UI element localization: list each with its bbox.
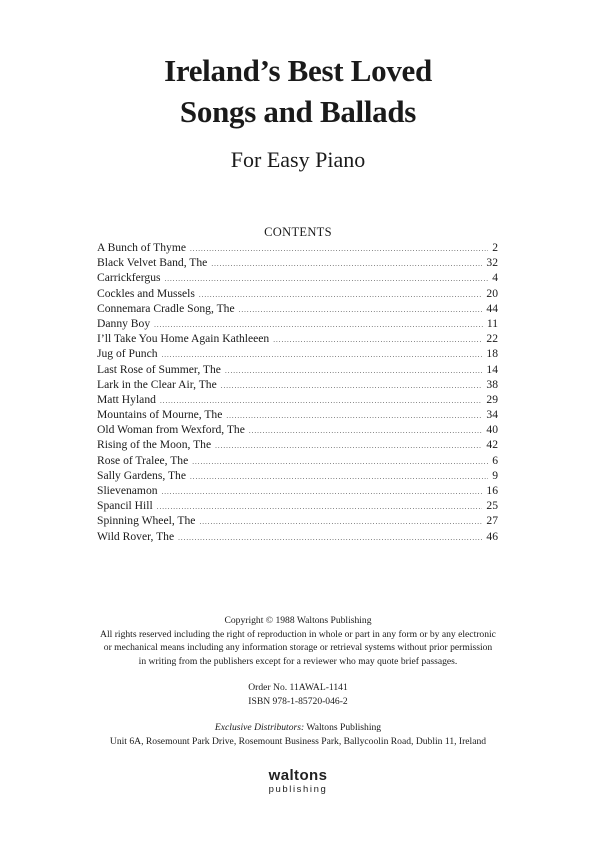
toc-entry: [97, 377, 498, 392]
toc-dot-leader: [221, 379, 483, 394]
publisher-logo: [0, 767, 596, 796]
rights-line-3: in writing from the publishers except for a reviewer who may quote brief passages.: [138, 655, 458, 667]
toc-entry-title: Spinning Wheel, The: [97, 514, 196, 528]
toc-entry: [97, 270, 498, 285]
toc-entry-title: Black Velvet Band, The: [97, 256, 208, 270]
toc-entry: [97, 286, 498, 301]
toc-entry-page: 42: [486, 438, 498, 452]
toc-entry-page: 32: [486, 256, 498, 270]
copyright-line: Copyright © 1988 Waltons Publishing: [224, 615, 372, 626]
order-info: [0, 681, 596, 708]
distributor-label: Exclusive Distributors:: [214, 722, 305, 733]
toc-entry-title: Matt Hyland: [97, 392, 156, 406]
book-title-line-2: Songs and Ballads: [179, 94, 417, 129]
toc-dot-leader: [190, 470, 488, 485]
toc-entry-title: Last Rose of Summer, The: [97, 362, 221, 376]
toc-entry-page: 16: [486, 484, 498, 497]
toc-dot-leader: [165, 272, 489, 287]
toc-dot-leader: [190, 242, 488, 257]
toc-entry: [97, 437, 498, 452]
toc-entry-page: 46: [486, 529, 498, 543]
toc-entry-page: 44: [486, 301, 498, 315]
logo-wordmark: waltons: [268, 767, 328, 784]
toc-entry-title: Wild Rover, The: [97, 529, 175, 543]
toc-entry: [97, 331, 498, 346]
toc-entry-page: 40: [486, 423, 498, 437]
distributor-line: [0, 721, 596, 735]
toc-dot-leader: [199, 515, 482, 530]
toc-entry: [97, 513, 498, 528]
toc-dot-leader: [178, 531, 482, 546]
toc-entry-page: 14: [486, 362, 498, 376]
book-title-line-1: Ireland’s Best Loved: [164, 53, 432, 88]
toc-entry-page: 27: [486, 514, 498, 528]
toc-entry-title: Lark in the Clear Air, The: [97, 377, 217, 391]
toc-entry: [97, 316, 498, 331]
toc-dot-leader: [249, 424, 483, 439]
toc-entry-page: 25: [486, 499, 498, 513]
toc-entry-title: Connemara Cradle Song, The: [97, 301, 235, 315]
book-title: [0, 50, 596, 132]
copyright-block: [40, 614, 556, 668]
toc-entry: [97, 498, 498, 513]
table-of-contents: [97, 240, 498, 544]
toc-dot-leader: [162, 485, 483, 500]
logo-subtext: publishing: [268, 784, 328, 795]
toc-entry-page: 20: [486, 286, 498, 300]
isbn: ISBN 978-1-85720-046-2: [248, 695, 348, 707]
toc-entry-page: 38: [486, 377, 498, 391]
contents-heading: CONTENTS: [264, 225, 332, 239]
toc-entry: [97, 392, 498, 407]
toc-dot-leader: [192, 455, 488, 470]
toc-dot-leader: [226, 409, 482, 424]
toc-entry-page: 34: [486, 408, 498, 422]
toc-dot-leader: [215, 439, 482, 454]
toc-entry: [97, 301, 498, 316]
toc-entry: [97, 240, 498, 255]
rights-line-2: or mechanical means including any information storage or retrieval systems without prior permission: [103, 642, 493, 654]
toc-entry: [97, 468, 498, 483]
toc-entry-title: Cockles and Mussels: [97, 286, 195, 300]
toc-dot-leader: [211, 257, 482, 272]
toc-dot-leader: [225, 364, 482, 379]
toc-entry-title: Danny Boy: [97, 316, 151, 330]
toc-dot-leader: [273, 333, 482, 348]
toc-entry: [97, 362, 498, 377]
toc-entry-title: Rising of the Moon, The: [97, 438, 212, 452]
toc-dot-leader: [239, 303, 483, 318]
toc-entry-page: 29: [486, 392, 498, 406]
toc-dot-leader: [199, 288, 483, 303]
toc-entry: [97, 483, 498, 498]
toc-entry: [97, 346, 498, 361]
distributor-address: Unit 6A, Rosemount Park Drive, Rosemount Business Park, Ballycoolin Road, Dublin 11, Ireland: [109, 735, 487, 747]
toc-entry-page: 6: [492, 453, 498, 467]
toc-entry-title: I’ll Take You Home Again Kathleeen: [97, 332, 270, 346]
rights-line-1: All rights reserved including the right of reproduction in whole or part in any form or by any electronic: [100, 628, 496, 640]
toc-entry-title: Sally Gardens, The: [97, 468, 186, 482]
toc-entry: [97, 407, 498, 422]
toc-entry: [97, 422, 498, 437]
toc-entry-title: Spancil Hill: [97, 499, 153, 513]
toc-entry-title: A Bunch of Thyme: [97, 241, 186, 254]
toc-entry: [97, 453, 498, 468]
book-subtitle: For Easy Piano: [230, 147, 366, 172]
toc-entry-page: 9: [492, 468, 498, 482]
toc-entry-title: Carrickfergus: [97, 271, 161, 285]
toc-entry-page: 11: [486, 316, 498, 330]
toc-entry-title: Rose of Tralee, The: [97, 453, 189, 467]
toc-entry-title: Old Woman from Wexford, The: [97, 423, 245, 437]
toc-entry-page: 22: [486, 332, 498, 346]
toc-entry: [97, 529, 498, 544]
toc-entry: [97, 255, 498, 270]
distributor-name: Waltons Publishing: [306, 722, 382, 733]
toc-dot-leader: [157, 500, 483, 515]
toc-entry-title: Slievenamon: [97, 484, 158, 497]
toc-entry-page: 2: [492, 241, 498, 254]
toc-entry-page: 4: [492, 271, 498, 285]
toc-entry-page: 18: [486, 347, 498, 361]
toc-entry-title: Jug of Punch: [97, 347, 158, 361]
toc-entry-title: Mountains of Mourne, The: [97, 408, 223, 422]
order-number: Order No. 11AWAL-1141: [248, 682, 348, 693]
distributor-info: [0, 721, 596, 748]
